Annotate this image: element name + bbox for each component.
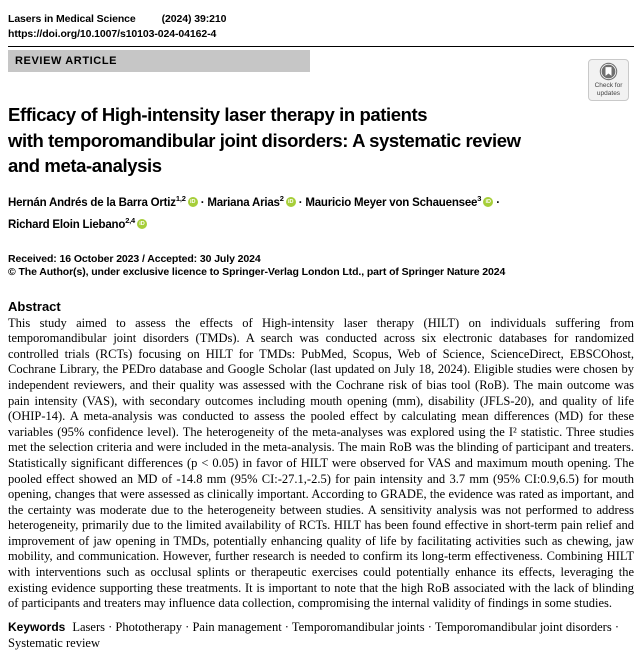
title-line-2: with temporomandibular joint disorders: A systematic review bbox=[8, 129, 521, 151]
article-type-label: REVIEW ARTICLE bbox=[15, 55, 118, 67]
title-line-3: and meta-analysis bbox=[8, 155, 162, 176]
received-accepted-dates: Received: 16 October 2023 / Accepted: 30 July 2024 bbox=[8, 253, 261, 266]
copyright-line: © The Author(s), under exclusive licence to Springer-Verlag London Ltd., part of Springer Nature 2024 bbox=[8, 266, 506, 279]
title-line-1: Efficacy of High-intensity laser therapy in patients bbox=[8, 104, 428, 125]
journal-citation-row bbox=[8, 12, 634, 27]
check-for-updates-label: Check for updates bbox=[594, 82, 623, 97]
doi-link[interactable]: https://doi.org/10.1007/s10103-024-04162-4 bbox=[8, 28, 217, 40]
author-affiliation-sup: 2 bbox=[279, 194, 284, 204]
orcid-icon[interactable]: iD bbox=[286, 197, 296, 207]
author-name: Richard Eloin Liebano$^{2,4}$ iD bbox=[8, 219, 147, 231]
journal-name: Lasers in Medical Science bbox=[8, 13, 136, 25]
abstract-heading: Abstract bbox=[8, 298, 61, 314]
author-list bbox=[8, 191, 634, 235]
orcid-icon[interactable]: iD bbox=[137, 219, 147, 229]
check-for-updates-button[interactable] bbox=[588, 59, 629, 101]
author-name: Mauricio Meyer von Schauensee$^3$ iD bbox=[305, 197, 493, 209]
journal-citation: (2024) 39:210 bbox=[161, 13, 227, 25]
page-title bbox=[8, 102, 634, 179]
keywords-text: Lasers · Phototherapy · Pain management · Temporomandibular joints · Temporomandibular joint disorders · Systematic review bbox=[8, 619, 619, 650]
author-name: Mariana Arias$^2$ iD bbox=[207, 197, 295, 209]
author-separator: · bbox=[496, 197, 500, 210]
author-separator: · bbox=[298, 197, 303, 210]
author-affiliation-sup: 1,2 bbox=[175, 194, 186, 204]
author-separator: · bbox=[200, 197, 205, 210]
author-line-2 bbox=[8, 212, 634, 234]
crossmark-bookmark-icon bbox=[599, 62, 618, 81]
author-affiliation-sup: 2,4 bbox=[125, 216, 136, 226]
keywords-heading: Keywords bbox=[8, 619, 66, 634]
orcid-icon[interactable]: iD bbox=[188, 197, 198, 207]
journal-header bbox=[8, 12, 634, 42]
author-name: Hernán Andrés de la Barra Ortiz$^{1,2}$ iD bbox=[8, 197, 198, 209]
orcid-icon[interactable]: iD bbox=[483, 197, 493, 207]
author-affiliation-sup: 3 bbox=[477, 194, 482, 204]
article-meta bbox=[8, 253, 634, 279]
header-divider bbox=[8, 46, 634, 47]
author-line-1 bbox=[8, 191, 634, 213]
article-type-banner bbox=[8, 50, 310, 72]
keywords-block bbox=[8, 619, 634, 651]
abstract-text: This study aimed to assess the effects of High-intensity laser therapy (HILT) on individuals suffering from temporomandibular joint disorders (TMDs). A search was conducted across six electronic databases for randomized controlled trials (RCTs) focusing on HILT for TMDs: PubMed, Scopus, Web of Science, ScienceDirect, EBSCOhost, Cochrane Library, the PEDro database and Google Scholar (last updated on July 18, 2024). Eligible studies were chosen by independent reviewers, and their quality was assessed with the Cochrane risk of bias tool (RoB). The main outcome was pain intensity (VAS), with secondary outcomes including mouth opening (mm), disability (JFLS-20), and quality of life (OHIP-14). A meta-analysis was conducted to assess the pooled effect by calculating mean differences (MD) for these variables (95% confidence level). The heterogeneity of the meta-analyses was explored using the I² statistic. Three studies met the selection criteria and were included in the meta-analysis. The main RoB was the blinding of participant and treaters. Statistically significant differences (p < 0.05) in favor of HILT were observed for VAS and maximum mouth opening. The pooled effect showed an MD of -14.8 mm (95% CI:-27.1,-2.5) for pain intensity and 3.7 mm (95% CI:0.9,6.5) for mouth opening, changes that were assessed as clinically important. According to GRADE, the evidence was rated as important, and the certainty was moderate due to the heterogeneity between studies. A sensitivity analysis was not performed to address heterogeneity, primarily due to the limited availability of RCTs. HILT has been found effective in short-term pain relief and improvement of jaw opening in TMDs, potentially enhancing quality of life by facilitating activities such as chewing, jaw mobility, and communication. However, further research is needed to confirm its long-term effectiveness. Combining HILT with interventions such as occlusal splints or therapeutic exercises could potentially enhance its effects, leveraging the existing evidence supporting these treatments. It is important to note that the high RoB associated with the lack of blinding of participants and treaters may influence data collection, compromising the internal validity of findings in some studies. bbox=[8, 315, 634, 611]
